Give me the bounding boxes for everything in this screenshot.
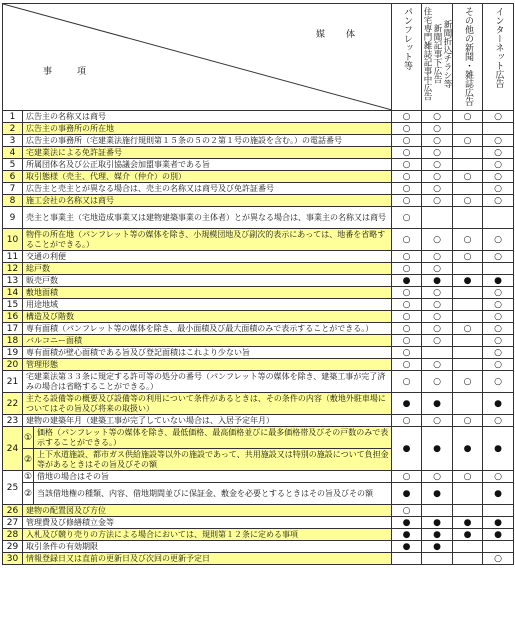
mark-cell: ○ <box>453 251 483 263</box>
mark-cell <box>453 393 483 415</box>
mark-cell <box>453 287 483 299</box>
mark-cell: ○ <box>392 123 422 135</box>
row-number: 17 <box>3 323 23 335</box>
row-number: 25 <box>3 471 23 505</box>
table-row <box>3 183 514 195</box>
mark-cell: ● <box>453 275 483 287</box>
mark-cell: ○ <box>392 371 422 393</box>
mark-cell: ● <box>392 517 422 529</box>
row-number: 6 <box>3 171 23 183</box>
mark-cell: ○ <box>392 263 422 275</box>
row-item-text: 販売戸数 <box>23 275 392 287</box>
mark-cell: ● <box>483 275 514 287</box>
row-item-text: 施工会社の名称又は商号 <box>23 195 392 207</box>
mark-cell <box>453 299 483 311</box>
row-item-text: 広告主の事務所の所在地 <box>23 123 392 135</box>
row-item-text: 用途地域 <box>23 299 392 311</box>
table-row <box>3 517 514 529</box>
mark-cell: ○ <box>483 229 514 251</box>
mark-cell <box>453 207 483 229</box>
row-number: 27 <box>3 517 23 529</box>
sub-number: ① <box>23 427 34 449</box>
row-item-text: 交通の利便 <box>23 251 392 263</box>
mark-cell: ○ <box>483 135 514 147</box>
mark-cell: ○ <box>392 171 422 183</box>
mark-cell: ○ <box>392 359 422 371</box>
row-number: 1 <box>3 111 23 123</box>
mark-cell: ○ <box>483 171 514 183</box>
mark-cell: ○ <box>392 147 422 159</box>
row-item-text: バルコニー面積 <box>23 335 392 347</box>
table-row <box>3 251 514 263</box>
mark-cell: ○ <box>453 195 483 207</box>
mark-cell: ● <box>392 427 422 471</box>
mark-cell: ○ <box>422 147 453 159</box>
sub-number: ② <box>23 483 34 505</box>
mark-cell <box>483 207 514 229</box>
mark-cell: ○ <box>392 415 422 427</box>
row-item-text: 取引条件の有効期限 <box>23 541 392 553</box>
mark-cell <box>453 483 483 505</box>
row-number: 28 <box>3 529 23 541</box>
table-row <box>3 529 514 541</box>
mark-cell: ○ <box>483 195 514 207</box>
mark-cell: ○ <box>422 471 453 483</box>
mark-cell: ● <box>453 517 483 529</box>
mark-cell <box>422 553 453 565</box>
mark-cell <box>483 505 514 517</box>
mark-cell: ● <box>483 427 514 471</box>
mark-cell <box>453 359 483 371</box>
table-row <box>3 147 514 159</box>
table-row <box>3 541 514 553</box>
mark-cell: ○ <box>422 311 453 323</box>
mark-cell <box>422 347 453 359</box>
row-item-text: 広告主の名称又は商号 <box>23 111 392 123</box>
row-number: 4 <box>3 147 23 159</box>
row-item-text: 借地の場合はその旨 <box>34 471 392 483</box>
sub-number: ① <box>23 471 33 482</box>
row-item-text: 当該借地権の種類、内容、借地期間並びに保証金、敷金を必要とするときはその旨及びその額 <box>34 483 392 505</box>
row-number: 16 <box>3 311 23 323</box>
mark-cell: ○ <box>422 299 453 311</box>
mark-cell: ○ <box>483 287 514 299</box>
mark-cell: ● <box>453 427 483 471</box>
mark-cell <box>453 183 483 195</box>
mark-cell: ● <box>483 529 514 541</box>
mark-cell: ○ <box>422 171 453 183</box>
table-row <box>3 229 514 251</box>
mark-cell: ○ <box>392 311 422 323</box>
mark-cell: ○ <box>422 123 453 135</box>
mark-cell: ○ <box>392 111 422 123</box>
mark-cell <box>453 147 483 159</box>
mark-cell <box>453 335 483 347</box>
mark-cell: ○ <box>422 251 453 263</box>
table-row <box>3 275 514 287</box>
row-number: 13 <box>3 275 23 287</box>
table-row <box>3 483 514 505</box>
row-item-text: 入札及び競り売りの方法による場合においては、規則第１２条に定める事項 <box>23 529 392 541</box>
mark-cell: ○ <box>483 471 514 483</box>
mark-cell: ○ <box>422 415 453 427</box>
table-row <box>3 123 514 135</box>
mark-cell <box>453 263 483 275</box>
row-number: 2 <box>3 123 23 135</box>
mark-cell: ○ <box>453 229 483 251</box>
mark-cell <box>483 541 514 553</box>
row-item-text: 物件の所在地（パンフレット等の媒体を除き、小規模団地及び副次的表示にあっては、地番を省略することができる。） <box>23 229 392 251</box>
mark-cell: ○ <box>483 359 514 371</box>
mark-cell: ○ <box>392 135 422 147</box>
table-row <box>3 135 514 147</box>
mark-cell: ○ <box>422 323 453 335</box>
mark-cell: ● <box>422 541 453 553</box>
row-item-text: 売主と事業主（宅地造成事業又は建物建築事業の主体者）とが異なる場合は、事業主の名称又は商号 <box>23 207 392 229</box>
row-item-text: 宅建業法第３３条に規定する許可等の処分の番号（パンフレット等の媒体を除き、建築工事が完了済みの場合は省略することができる。） <box>23 371 392 393</box>
mark-cell: ○ <box>392 299 422 311</box>
mark-cell <box>422 207 453 229</box>
mark-cell: ● <box>483 517 514 529</box>
row-number: 14 <box>3 287 23 299</box>
col-header-pamphlet: パンフレット等 <box>392 4 422 111</box>
mark-cell: ○ <box>392 195 422 207</box>
row-item-text: 建物の建築年月（建築工事が完了していない場合は、入居予定年月） <box>23 415 392 427</box>
mark-cell: ● <box>392 529 422 541</box>
mark-cell: ○ <box>392 335 422 347</box>
row-item-text: 情報登録日又は直前の更新日及び次回の更新予定日 <box>23 553 392 565</box>
mark-cell <box>453 123 483 135</box>
mark-cell: ○ <box>422 111 453 123</box>
table-row <box>3 311 514 323</box>
mark-cell <box>453 505 483 517</box>
row-number: 12 <box>3 263 23 275</box>
mark-cell: ○ <box>453 415 483 427</box>
row-item-text: 管理費及び修繕積立金等 <box>23 517 392 529</box>
mark-cell: ○ <box>422 263 453 275</box>
row-number: 21 <box>3 371 23 393</box>
mark-cell: ○ <box>483 335 514 347</box>
row-number: 3 <box>3 135 23 147</box>
mark-cell: ○ <box>422 229 453 251</box>
mark-cell: ○ <box>483 415 514 427</box>
requirements-table <box>2 3 514 565</box>
mark-cell: ● <box>392 541 422 553</box>
table-row <box>3 553 514 565</box>
col-header-other-newspaper: その他の新聞・雑誌広告 <box>453 4 483 111</box>
mark-cell: ○ <box>483 183 514 195</box>
row-number: 20 <box>3 359 23 371</box>
table-row <box>3 323 514 335</box>
table-row <box>3 159 514 171</box>
mark-cell: ○ <box>483 147 514 159</box>
row-number: 30 <box>3 553 23 565</box>
mark-cell: ○ <box>453 371 483 393</box>
row-item-text: 総戸数 <box>23 263 392 275</box>
table-row <box>3 195 514 207</box>
row-number: 8 <box>3 195 23 207</box>
header-corner-cell <box>3 4 392 111</box>
mark-cell: ○ <box>422 195 453 207</box>
mark-cell: ○ <box>422 287 453 299</box>
mark-cell: ● <box>422 427 453 471</box>
row-number: 23 <box>3 415 23 427</box>
mark-cell: ○ <box>392 471 422 483</box>
mark-cell: ○ <box>422 159 453 171</box>
table-row <box>3 359 514 371</box>
mark-cell: ○ <box>453 135 483 147</box>
row-item-text: 管理形態 <box>23 359 392 371</box>
mark-cell: ○ <box>392 505 422 517</box>
mark-cell <box>422 505 453 517</box>
row-number: 15 <box>3 299 23 311</box>
mark-cell: ● <box>422 275 453 287</box>
mark-cell: ● <box>483 393 514 415</box>
row-item-text: 建物の配置図及び方位 <box>23 505 392 517</box>
mark-cell: ● <box>392 275 422 287</box>
mark-cell: ○ <box>483 323 514 335</box>
mark-cell: ○ <box>483 311 514 323</box>
row-item-text: 専有面積（パンフレット等の媒体を除き、最小面積及び最大面積のみで表示することができる。） <box>23 323 392 335</box>
row-item-text: 構造及び階数 <box>23 311 392 323</box>
mark-cell: ● <box>422 517 453 529</box>
mark-cell: ○ <box>483 159 514 171</box>
row-number: 26 <box>3 505 23 517</box>
row-item-text: 専有面積が壁心面積である旨及び登記面積はこれより少ない旨 <box>23 347 392 359</box>
mark-cell: ○ <box>422 359 453 371</box>
row-number: 10 <box>3 229 23 251</box>
row-number: 22 <box>3 393 23 415</box>
mark-cell: ○ <box>422 371 453 393</box>
table-row <box>3 427 514 449</box>
mark-cell: ● <box>453 529 483 541</box>
row-number: 5 <box>3 159 23 171</box>
mark-cell: ○ <box>422 135 453 147</box>
row-number: 9 <box>3 207 23 229</box>
mark-cell: ○ <box>422 183 453 195</box>
row-number: 11 <box>3 251 23 263</box>
diagonal-line <box>3 4 392 110</box>
col-header-flyer: 新聞折込チラシ等 新聞記事下広告 住宅専門雑誌記事中広告 <box>422 4 453 111</box>
mark-cell: ○ <box>392 159 422 171</box>
table-row <box>3 393 514 415</box>
mark-cell: ○ <box>453 471 483 483</box>
table-row <box>3 471 514 483</box>
table-row <box>3 263 514 275</box>
mark-cell: ● <box>392 393 422 415</box>
table-row <box>3 111 514 123</box>
row-item-text: 取引態様（売主、代理、媒介（仲介）の別） <box>23 171 392 183</box>
row-item-text: 広告主の事務所（宅建業法施行規則第１５条の５の２第１号の施設を含む。）の電話番号 <box>23 135 392 147</box>
mark-cell <box>453 347 483 359</box>
row-number: 7 <box>3 183 23 195</box>
row-item-text: 広告主と売主とが異なる場合は、売主の名称又は商号及び免許証番号 <box>23 183 392 195</box>
mark-cell: ○ <box>392 207 422 229</box>
table-row <box>3 171 514 183</box>
mark-cell <box>453 311 483 323</box>
table-row <box>3 371 514 393</box>
row-item-text: 敷地面積 <box>23 287 392 299</box>
table-row <box>3 505 514 517</box>
mark-cell <box>483 263 514 275</box>
mark-cell: ○ <box>392 287 422 299</box>
mark-cell: ○ <box>483 347 514 359</box>
table-row <box>3 415 514 427</box>
row-number: 18 <box>3 335 23 347</box>
mark-cell: ○ <box>483 111 514 123</box>
mark-cell: ● <box>422 483 453 505</box>
row-item-text: 上下水道施設、都市ガス供給施設等以外の施設であって、共用施設又は特別の施設について負担金等があるときはその旨及びその額 <box>34 449 392 471</box>
row-number: 24 <box>3 427 23 471</box>
table-row <box>3 207 514 229</box>
media-header-label: 媒 体 <box>316 30 362 40</box>
mark-cell <box>483 123 514 135</box>
mark-cell: ○ <box>453 111 483 123</box>
col-header-internet: インターネット広告 <box>483 4 514 111</box>
row-number: 29 <box>3 541 23 553</box>
mark-cell: ○ <box>453 323 483 335</box>
mark-cell: ○ <box>483 299 514 311</box>
sub-number: ② <box>23 449 34 471</box>
mark-cell <box>392 553 422 565</box>
mark-cell: ● <box>422 393 453 415</box>
row-item-text: 主たる設備等の概要及び設備等の利用について条件があるときは、その条件の内容（敷地外駐車場についてはその旨及び将来の取扱い） <box>23 393 392 415</box>
row-item-text: 価格（パンフレット等の媒体を除き、最低価格、最高価格並びに最多価格帯及びその戸数のみで表示することができる。） <box>34 427 392 449</box>
mark-cell: ○ <box>483 371 514 393</box>
mark-cell: ○ <box>392 183 422 195</box>
mark-cell: ● <box>422 529 453 541</box>
mark-cell <box>453 541 483 553</box>
row-number: 19 <box>3 347 23 359</box>
mark-cell: ○ <box>392 347 422 359</box>
mark-cell <box>453 553 483 565</box>
table-row <box>3 287 514 299</box>
mark-cell <box>453 159 483 171</box>
mark-cell: ○ <box>453 171 483 183</box>
row-item-text: 所属団体名及び公正取引協議会加盟事業者である旨 <box>23 159 392 171</box>
table-row <box>3 299 514 311</box>
mark-cell: ○ <box>422 335 453 347</box>
mark-cell: ○ <box>392 251 422 263</box>
mark-cell: ○ <box>392 229 422 251</box>
mark-cell: ○ <box>483 251 514 263</box>
mark-cell: ● <box>483 483 514 505</box>
row-item-text: 宅建業法による免許証番号 <box>23 147 392 159</box>
table-row <box>3 347 514 359</box>
item-header-label: 事 項 <box>43 67 95 77</box>
mark-cell: ○ <box>392 323 422 335</box>
mark-cell: ○ <box>483 553 514 565</box>
mark-cell: ● <box>392 483 422 505</box>
table-row <box>3 335 514 347</box>
